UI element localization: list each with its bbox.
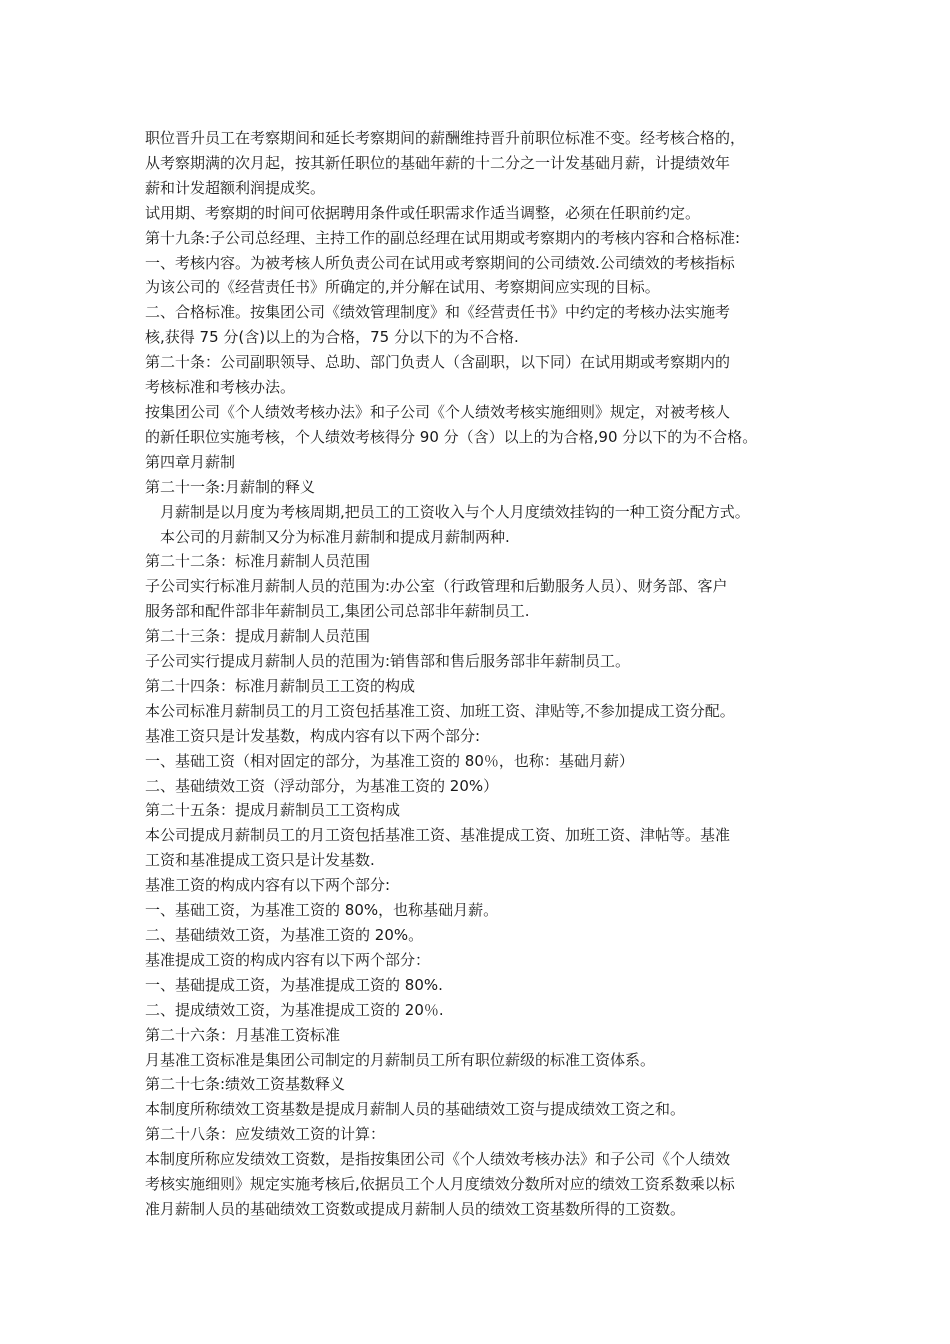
text-line: 本制度所称应发绩效工资数，是指按集团公司《个人绩效考核办法》和子公司《个人绩效 — [145, 1150, 731, 1169]
text-line: 二、基础绩效工资（浮动部分，为基准工资的 20%） — [145, 776, 499, 795]
text-line: 一、基础工资（相对固定的部分，为基准工资的 80％，也称：基础月薪） — [145, 751, 634, 770]
text-line: 第二十七条:绩效工资基数释义 — [145, 1075, 346, 1094]
text-line: 服务部和配件部非年薪制员工,集团公司总部非年薪制员工. — [145, 602, 530, 621]
text-line: 薪和计发超额利润提成奖。 — [145, 178, 326, 197]
text-line: 一、基础提成工资，为基准提成工资的 80%. — [145, 975, 443, 994]
text-line: 按集团公司《个人绩效考核办法》和子公司《个人绩效考核实施细则》规定，对被考核人 — [145, 402, 731, 421]
text-line: 第二十二条：标准月薪制人员范围 — [145, 552, 371, 571]
text-line: 子公司实行标准月薪制人员的范围为:办公室（行政管理和后勤服务人员）、财务部、客户 — [145, 577, 728, 596]
text-line: 一、考核内容。为被考核人所负责公司在试用或考察期间的公司绩效.公司绩效的考核指标 — [145, 253, 735, 272]
document-body — [145, 126, 825, 1222]
text-line: 核,获得 75 分(含)以上的为合格，75 分以下的为不合格. — [145, 328, 519, 347]
text-line: 第十九条:子公司总经理、主持工作的副总经理在试用期或考察期内的考核内容和合格标准: — [145, 228, 741, 247]
text-line: 考核实施细则》规定实施考核后,依据员工个人月度绩效分数所对应的绩效工资系数乘以标 — [145, 1175, 735, 1194]
text-line: 准月薪制人员的基础绩效工资数或提成月薪制人员的绩效工资基数所得的工资数。 — [145, 1199, 686, 1218]
text-line: 为该公司的《经营责任书》所确定的,并分解在试用、考察期间应实现的目标。 — [145, 278, 660, 297]
text-line: 第二十条：公司副职领导、总助、部门负责人（含副职，以下同）在试用期或考察期内的 — [145, 353, 731, 372]
text-line: 第二十三条：提成月薪制人员范围 — [145, 627, 371, 646]
text-line: 第二十四条：标准月薪制员工工资的构成 — [145, 676, 416, 695]
text-line: 基准工资只是计发基数，构成内容有以下两个部分: — [145, 726, 481, 745]
text-line: 一、基础工资，为基准工资的 80%，也称基础月薪。 — [145, 901, 499, 920]
text-line: 工资和基准提成工资只是计发基数. — [145, 851, 375, 870]
text-line: 子公司实行提成月薪制人员的范围为:销售部和售后服务部非年薪制员工。 — [145, 652, 631, 671]
text-line: 第二十五条：提成月薪制员工工资构成 — [145, 801, 401, 820]
text-line: 本公司标准月薪制员工的月工资包括基准工资、加班工资、津贴等,不参加提成工资分配。 — [145, 701, 735, 720]
text-line: 基准提成工资的构成内容有以下两个部分： — [145, 950, 431, 969]
text-line: 二、基础绩效工资，为基准工资的 20%。 — [145, 926, 424, 944]
text-line: 月薪制是以月度为考核周期,把员工的工资收入与个人月度绩效挂钩的一种工资分配方式。 — [160, 502, 750, 521]
text-line: 基准工资的构成内容有以下两个部分: — [145, 876, 391, 895]
text-line: 第四章月薪制 — [145, 452, 236, 471]
text-line: 本制度所称绩效工资基数是提成月薪制人员的基础绩效工资与提成绩效工资之和。 — [145, 1100, 686, 1119]
text-line: 的新任职位实施考核，个人绩效考核得分 90 分（含）以上的为合格,90 分以下的为不合格。 — [145, 427, 758, 446]
text-line: 试用期、考察期的时间可依据聘用条件或任职需求作适当调整，必须在任职前约定。 — [145, 203, 701, 222]
text-line: 二、合格标准。按集团公司《绩效管理制度》和《经营责任书》中约定的考核办法实施考 — [145, 303, 731, 322]
text-line: 第二十八条：应发绩效工资的计算： — [145, 1125, 386, 1144]
text-line: 本公司的月薪制又分为标准月薪制和提成月薪制两种. — [160, 527, 510, 546]
text-line: 第二十六条：月基准工资标准 — [145, 1025, 341, 1044]
text-line: 职位晋升员工在考察期间和延长考察期间的薪酬维持晋升前职位标准不变。经考核合格的， — [145, 129, 746, 147]
text-line: 从考察期满的次月起，按其新任职位的基础年薪的十二分之一计发基础月薪，计提绩效年 — [145, 153, 731, 172]
text-line: 第二十一条:月薪制的释义 — [145, 477, 316, 496]
text-line: 月基准工资标准是集团公司制定的月薪制员工所有职位薪级的标准工资体系。 — [145, 1050, 656, 1069]
text-line: 本公司提成月薪制员工的月工资包括基准工资、基准提成工资、加班工资、津帖等。基准 — [145, 826, 731, 845]
text-line: 考核标准和考核办法。 — [145, 378, 296, 397]
text-line: 二、提成绩效工资，为基准提成工资的 20％. — [145, 1000, 444, 1019]
